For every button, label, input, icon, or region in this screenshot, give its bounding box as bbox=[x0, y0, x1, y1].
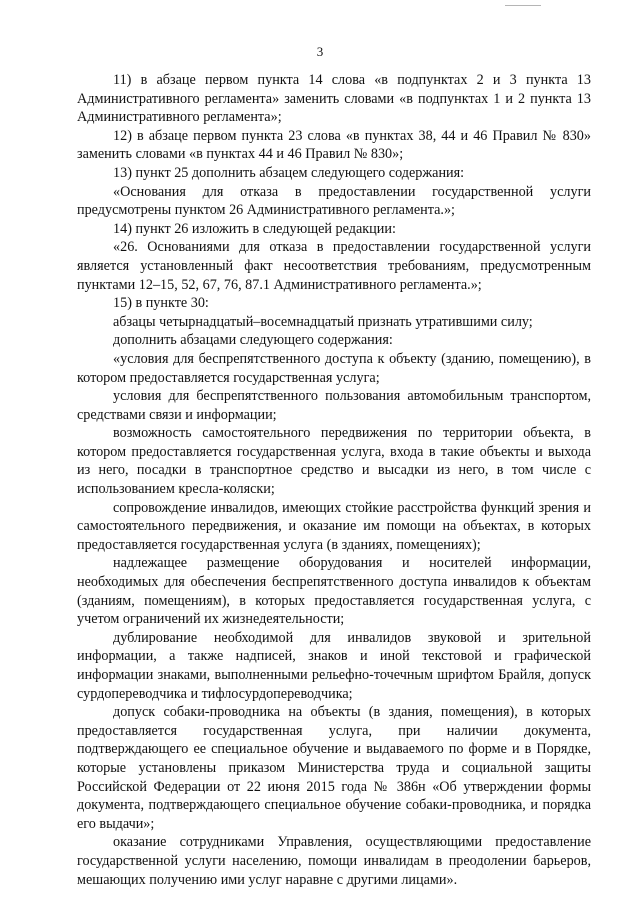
paragraph: «26. Основаниями для отказа в предоставлении государственной услуги является установленный факт несоответствия требованиям, предусмотренным пунктами 12–15, 52, 67, 76, 87.1 Административного регламента.»; bbox=[77, 239, 591, 293]
paragraph: дополнить абзацами следующего содержания: bbox=[113, 332, 393, 349]
paragraph: «Основания для отказа в предоставлении государственной услуги предусмотрены пунктом 26 Административного регламента.»; bbox=[77, 183, 591, 219]
paragraph: дублирование необходимой для инвалидов звуковой и зрительной информации, а также надписей, знаков и иной текстовой и графической информации знаками, выполненными рельефно-точечным шрифтом Брайля, допуск сурдопереводчика и тифлосурдопереводчика; bbox=[77, 629, 591, 702]
paragraph: абзацы четырнадцатый–восемнадцатый признать утратившими силу; bbox=[113, 313, 533, 330]
paragraph: 13) пункт 25 дополнить абзацем следующего содержания: bbox=[113, 164, 465, 181]
paragraph: надлежащее размещение оборудования и носителей информации, необходимых для обеспечения беспрепятственного доступа инвалидов к объектам (зданиям, помещениям), в которых предоставляется государственная услуга, с учетом ограничений их жизнедеятельности; bbox=[77, 555, 591, 628]
paragraph: оказание сотрудниками Управления, осуществляющими предоставление государственной услуги населению, помощи инвалидам в преодолении барьеров, мешающих получению ими услуг наравне с другими лицами». bbox=[77, 834, 591, 888]
paragraph: условия для беспрепятственного пользования автомобильным транспортом, средствами связи и информации; bbox=[77, 388, 591, 423]
paragraph: 11) в абзаце первом пункта 14 слова «в подпунктах 2 и 3 пункта 13 Административного регламента» заменить словами «в подпунктах 1 и 2 пункта 13 Административного регламента»; bbox=[77, 72, 591, 126]
paragraph: 12) в абзаце первом пункта 23 слова «в пунктах 38, 44 и 46 Правил № 830» заменить словами «в пунктах 44 и 46 Правил № 830»; bbox=[77, 127, 591, 163]
paragraph: «условия для беспрепятственного доступа к объекту (зданию, помещению), в котором предоставляется государственная услуга; bbox=[77, 350, 591, 386]
document-body bbox=[77, 71, 591, 889]
paragraph: сопровождение инвалидов, имеющих стойкие расстройства функций зрения и самостоятельного передвижения, и оказание им помощи на объектах, в которых предоставляется государственная услуга (в зданиях, помещениях); bbox=[77, 499, 591, 553]
paragraph: допуск собаки-проводника на объекты (в здания, помещения), в которых предоставляется государственная услуга, при наличии документа, подтверждающего ее специальное обучение и выдаваемого по форме и в Порядке, которые установлены приказом Министерства труда и социальной защиты Российской Федерации от 22 июня 2015 года № 386н «Об утверждении формы документа, подтверждающего специальное обучение собаки-проводника, и порядка его выдачи»; bbox=[77, 704, 591, 832]
paragraph: 15) в пункте 30: bbox=[113, 295, 209, 312]
scan-mark bbox=[505, 5, 541, 6]
page-number: 3 bbox=[316, 44, 324, 59]
paragraph: 14) пункт 26 изложить в следующей редакции: bbox=[113, 220, 396, 237]
paragraph: возможность самостоятельного передвижения по территории объекта, в котором предоставляется государственная услуга, входа в такие объекты и выхода из него, посадки в транспортное средство и высадки из него, в том числе с использованием кресла-коляски; bbox=[77, 425, 591, 498]
